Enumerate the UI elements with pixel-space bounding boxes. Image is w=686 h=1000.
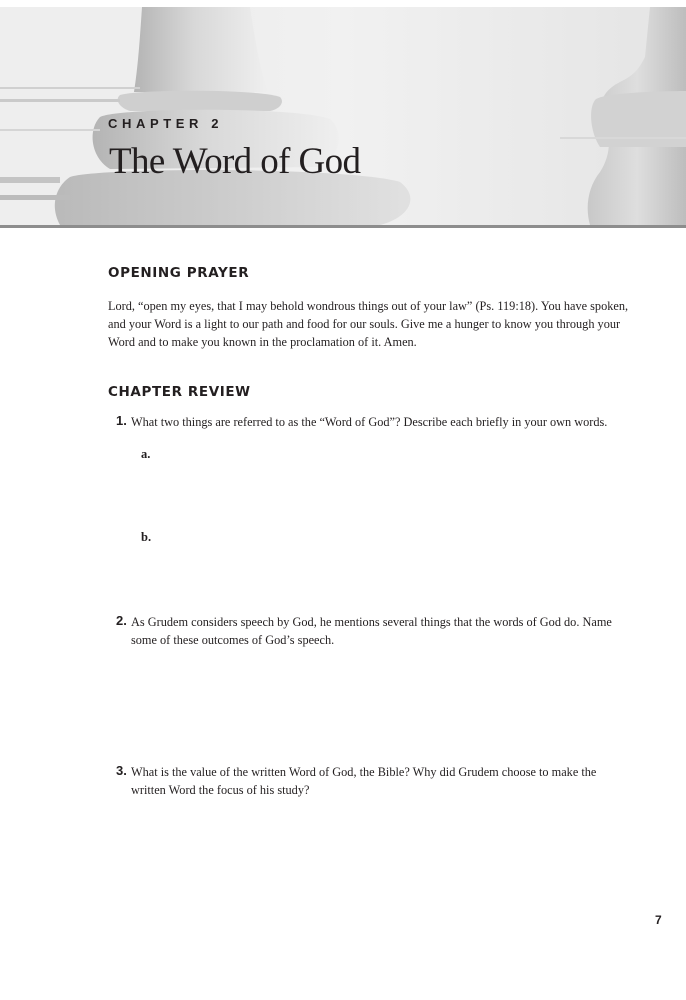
- question-text: [131, 613, 612, 649]
- question-text: [131, 763, 596, 799]
- header-divider-rule: [0, 225, 686, 228]
- question-line: As Grudem considers speech by God, he mentions several things that the words of God do. Name: [131, 615, 612, 629]
- prayer-line: and your Word is a light to our path and food for our souls. Give me a hunger to know you through your: [108, 317, 621, 331]
- question-line: What two things are referred to as the “Word of God”? Describe each briefly in your own words.: [131, 415, 608, 429]
- question-number: 3.: [116, 763, 127, 778]
- page-number: 7: [655, 913, 662, 927]
- prayer-line: Lord, “open my eyes, that I may behold wondrous things out of your law” (Ps. 119:18). You have spoken,: [108, 299, 629, 313]
- question-text: [131, 413, 607, 431]
- opening-prayer-text: [108, 297, 638, 351]
- chapter-review-heading: CHAPTER REVIEW: [108, 384, 251, 400]
- opening-prayer-heading: OPENING PRAYER: [108, 265, 250, 281]
- chapter-title: The Word of God: [109, 141, 361, 182]
- question-number: 2.: [116, 613, 127, 628]
- answer-label-b: b.: [141, 530, 152, 544]
- question-line: written Word the focus of his study?: [131, 783, 310, 797]
- question-number: 1.: [116, 413, 127, 428]
- chapter-number-label: CHAPTER 2: [108, 116, 224, 131]
- question-line: What is the value of the written Word of God, the Bible? Why did Grudem choose to make the: [131, 765, 597, 779]
- answer-label-a: a.: [141, 447, 151, 461]
- question-line: some of these outcomes of God’s speech.: [131, 633, 335, 647]
- pillar-photo-illustration: [0, 7, 686, 225]
- chapter-header-image: [0, 7, 686, 225]
- prayer-line: Word and to make you known in the proclamation of it. Amen.: [108, 335, 417, 349]
